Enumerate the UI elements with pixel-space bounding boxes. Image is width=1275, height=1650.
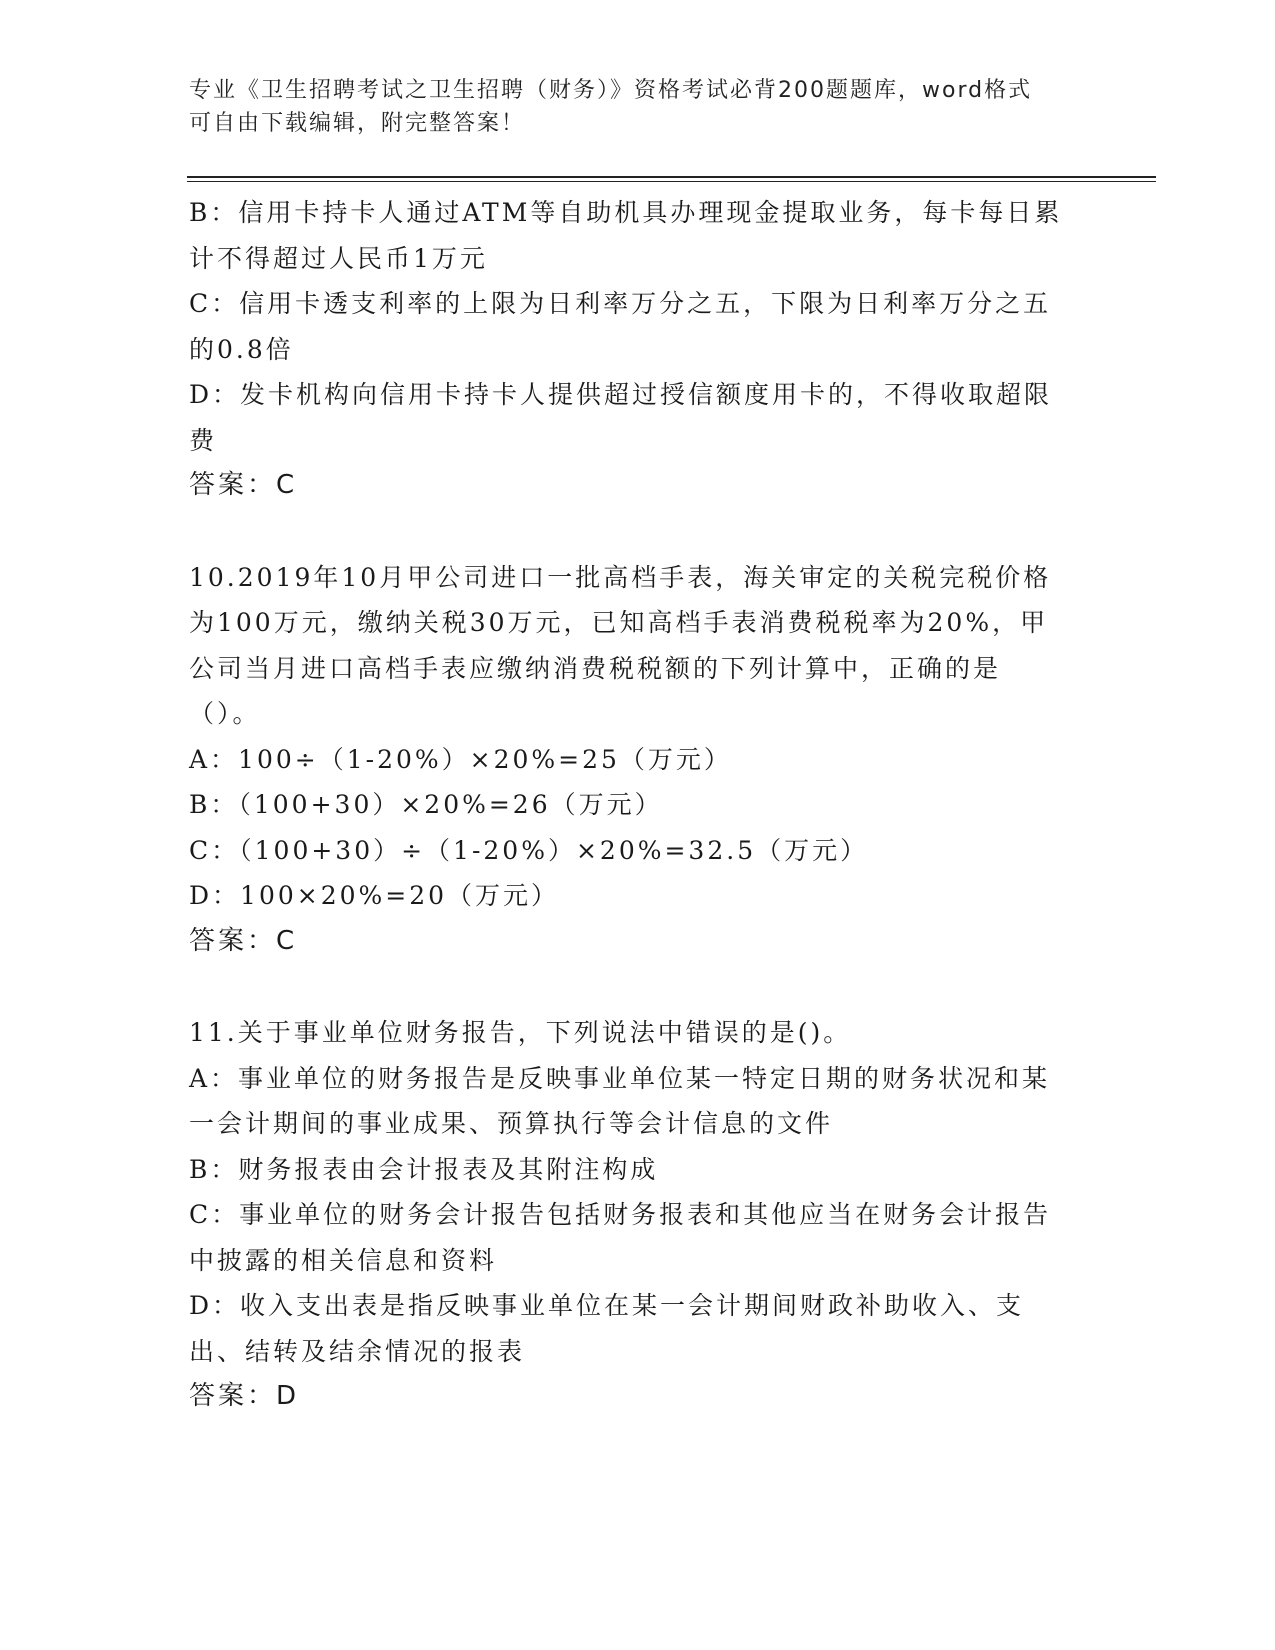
- q10-option-c: C：（100+30）÷（1-20%）×20%=32.5（万元）: [189, 835, 869, 865]
- document-body: [189, 190, 1069, 1420]
- header-title-line-2: 可自由下载编辑，附完整答案！: [189, 111, 526, 136]
- q11-answer: 答案：D: [189, 1381, 300, 1411]
- page-header: [189, 74, 1069, 140]
- q10-option-a: A：100÷（1-20%）×20%=25（万元）: [189, 744, 732, 774]
- q9-answer: 答案：C: [189, 470, 298, 500]
- q10-option-d: D：100×20%=20（万元）: [189, 881, 560, 910]
- q11-option-d: D：收入支出表是指反映事业单位在某一会计期间财政补助收入、支出、结转及结余情况的报表: [189, 1291, 1025, 1366]
- question-11: [189, 1010, 1069, 1420]
- header-title-line-1: 专业《卫生招聘考试之卫生招聘（财务）》资格考试必背200题题库，word格式: [189, 78, 1033, 103]
- question-10: [189, 555, 1069, 965]
- q11-option-a: A：事业单位的财务报告是反映事业单位某一特定日期的财务状况和某一会计期间的事业成果、预算执行等会计信息的文件: [189, 1063, 1051, 1138]
- question-spacer: [189, 509, 1069, 555]
- q10-stem: 10.2019年10月甲公司进口一批高档手表，海关审定的关税完税价格为100万元，缴纳关税30万元，已知高档手表消费税税率为20%，甲公司当月进口高档手表应缴纳消费税税额的下列计算中，正确的是（）。: [189, 562, 1052, 728]
- question-spacer: [189, 964, 1069, 1010]
- q11-option-b: B：财务报表由会计报表及其附注构成: [189, 1154, 659, 1184]
- q9-option-d: D：发卡机构向信用卡持卡人提供超过授信额度用卡的，不得收取超限费: [189, 380, 1053, 455]
- q11-option-c: C：事业单位的财务会计报告包括财务报表和其他应当在财务会计报告中披露的相关信息和资料: [189, 1200, 1052, 1275]
- q11-stem: 11.关于事业单位财务报告，下列说法中错误的是()。: [189, 1018, 852, 1047]
- q10-option-b: B：（100+30）×20%=26（万元）: [189, 790, 663, 819]
- question-9-continued: [189, 190, 1069, 509]
- q10-answer: 答案：C: [189, 925, 298, 956]
- q9-option-b: B：信用卡持卡人通过ATM等自助机具办理现金提取业务，每卡每日累计不得超过人民币1万元: [189, 198, 1063, 273]
- q9-option-c: C：信用卡透支利率的上限为日利率万分之五，下限为日利率万分之五的0.8倍: [189, 289, 1052, 364]
- header-divider: [187, 176, 1156, 182]
